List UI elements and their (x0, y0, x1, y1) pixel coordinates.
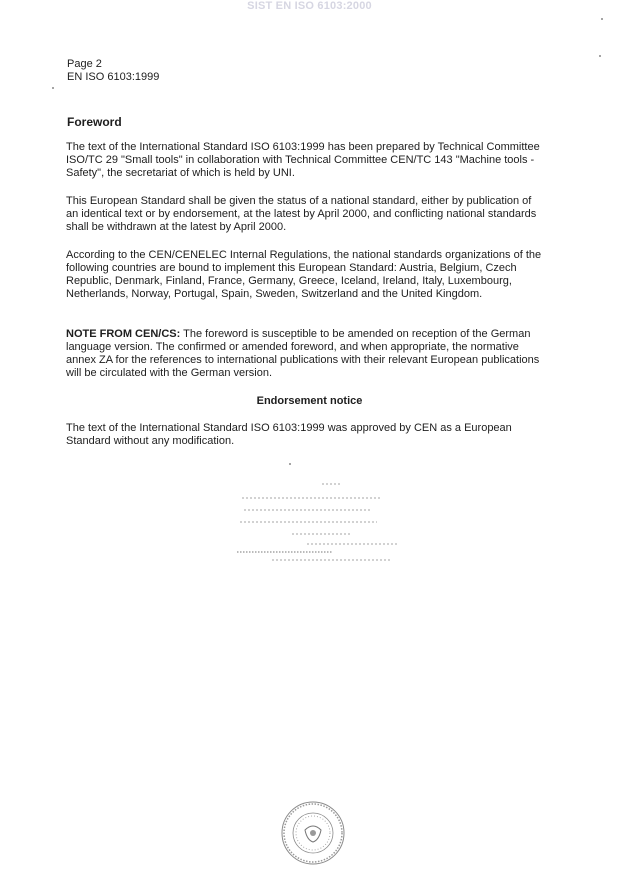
endorsement-heading: Endorsement notice (256, 395, 363, 407)
page-number: Page 2 (67, 58, 102, 70)
scan-speck (289, 463, 291, 465)
foreword-paragraph-3: According to the CEN/CENELEC Internal Regulations, the national standards organizations of the following countries are bound to implement this European Standard: Austria, Belgium, Czech Republic, Denmark, Finland, France, Germany, Greece, Iceland, Ireland, Italy, Luxembourg, Netherlands, Norway, Portugal, Spain, Sweden, Switzerland and the United Kingdom. (66, 249, 542, 300)
endorsement-text: The text of the International Standard ISO 6103:1999 was approved by CEN as a European Standard without any modification. (66, 422, 512, 447)
note-paragraph (66, 328, 546, 380)
document-id: EN ISO 6103:1999 (67, 71, 160, 83)
foreword-paragraph-1: The text of the International Standard ISO 6103:1999 has been prepared by Technical Committee ISO/TC 29 "Small tools" in collaboration with Technical Committee CEN/TC 143 "Machine tools - Safety", the secretariat of which is held by UNI. (66, 141, 540, 179)
note-label: NOTE FROM CEN/CS: (66, 328, 181, 340)
seal-stamp-icon (280, 800, 346, 866)
scan-speck (52, 87, 54, 89)
watermark: SIST EN ISO 6103:2000 (247, 0, 372, 12)
scan-speck (601, 18, 603, 20)
faded-stamp-icon (232, 480, 412, 580)
foreword-heading: Foreword (67, 115, 122, 129)
page-reference (67, 58, 159, 84)
foreword-paragraph-2: This European Standard shall be given the status of a national standard, either by publication of an identical text or by endorsement, at the latest by April 2000, and conflicting national standards shall be withdrawn at the latest by April 2000. (66, 195, 537, 233)
note-text: The foreword is susceptible to be amended on reception of the German language version. The confirmed or amended foreword, and when appropriate, the normative annex ZA for the references to international publications with their relevant European publications will be circulated with the German version. (66, 328, 540, 379)
scan-speck (599, 55, 601, 57)
